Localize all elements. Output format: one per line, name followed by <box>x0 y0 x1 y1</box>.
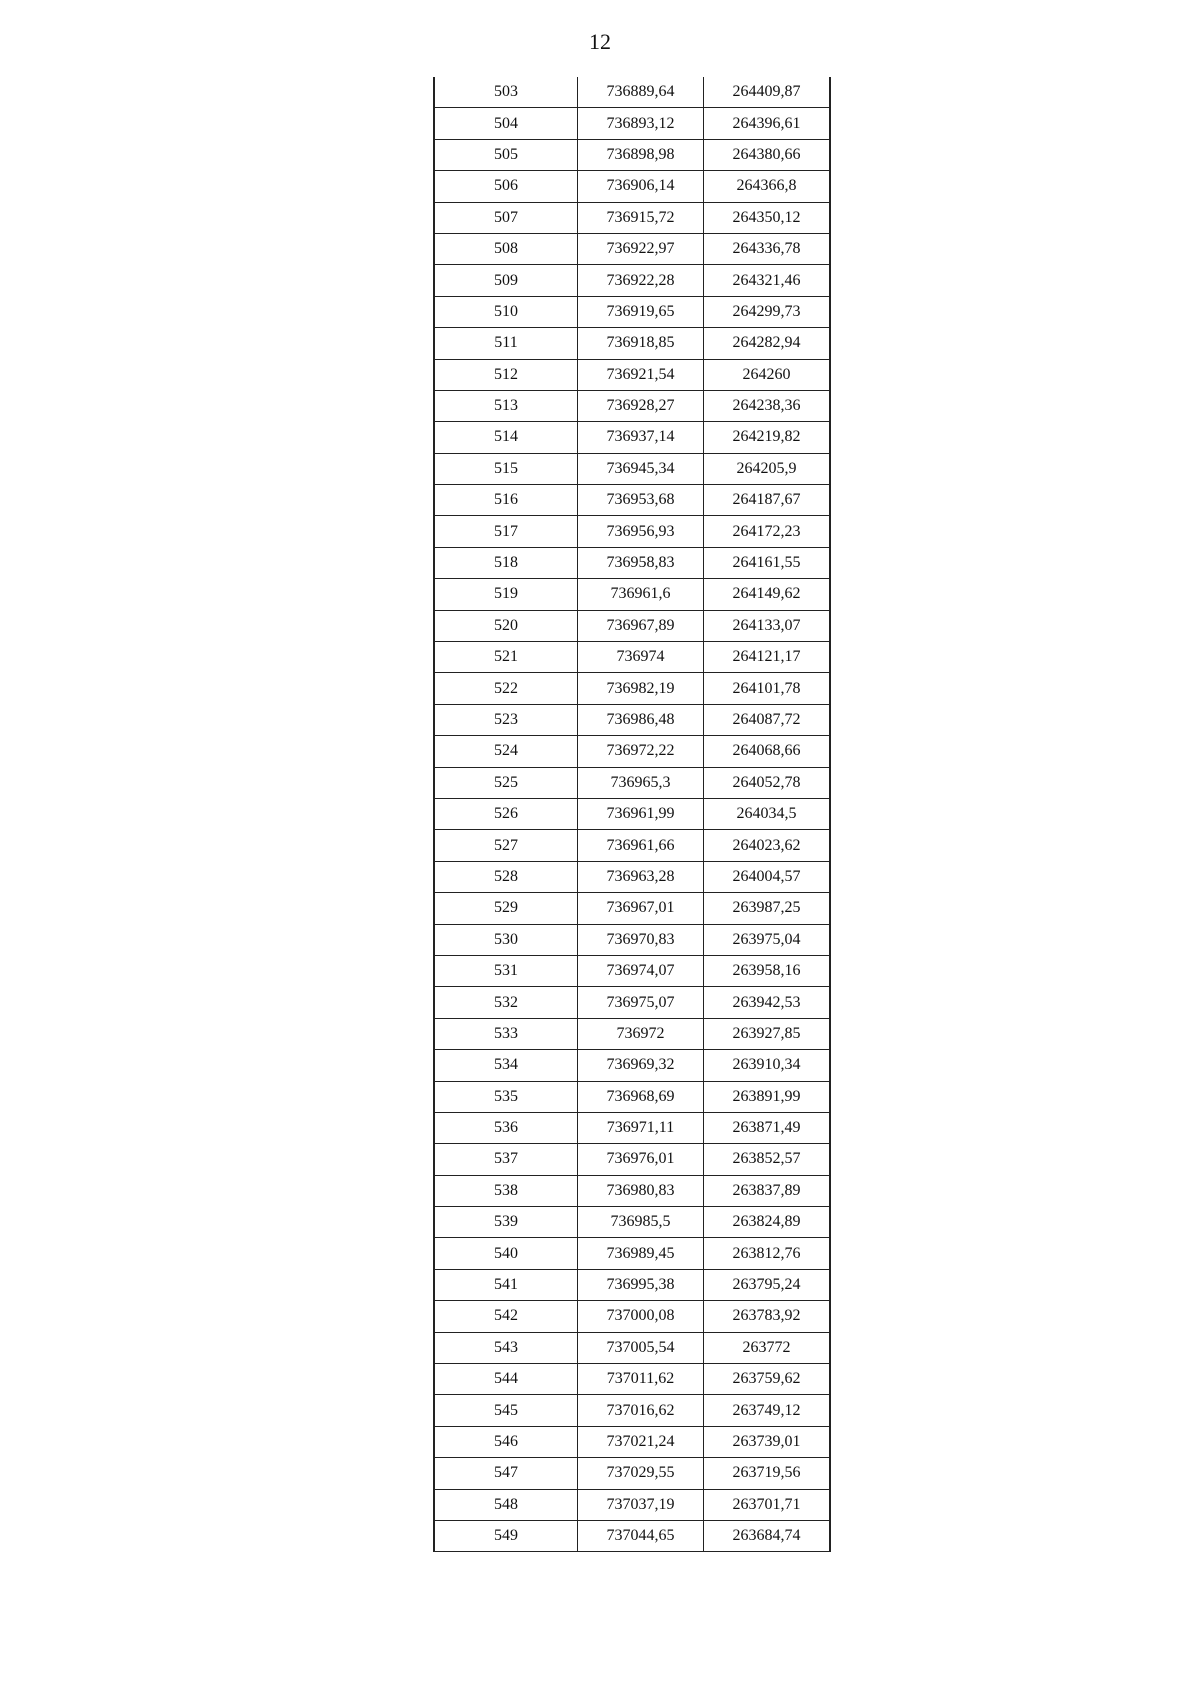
x-coordinate-cell: 736889,64 <box>578 77 704 108</box>
point-number-cell: 548 <box>434 1489 578 1520</box>
point-number-cell: 515 <box>434 453 578 484</box>
x-coordinate-cell: 736961,6 <box>578 579 704 610</box>
table-row <box>434 108 830 139</box>
y-coordinate-cell: 263852,57 <box>704 1144 831 1175</box>
point-number-cell: 535 <box>434 1081 578 1112</box>
point-number-cell: 520 <box>434 610 578 641</box>
y-coordinate-cell: 264380,66 <box>704 139 831 170</box>
y-coordinate-cell: 264187,67 <box>704 485 831 516</box>
y-coordinate-cell: 263891,99 <box>704 1081 831 1112</box>
table-row <box>434 579 830 610</box>
y-coordinate-cell: 264350,12 <box>704 202 831 233</box>
table-row <box>434 1050 830 1081</box>
page-number: 12 <box>589 29 611 54</box>
point-number-cell: 527 <box>434 830 578 861</box>
point-number-cell: 512 <box>434 359 578 390</box>
table-row <box>434 610 830 641</box>
y-coordinate-cell: 263942,53 <box>704 987 831 1018</box>
y-coordinate-cell: 263795,24 <box>704 1269 831 1300</box>
x-coordinate-cell: 736961,99 <box>578 798 704 829</box>
x-coordinate-cell: 736937,14 <box>578 422 704 453</box>
table-row <box>434 202 830 233</box>
table-row <box>434 1489 830 1520</box>
table-row <box>434 1364 830 1395</box>
table-row <box>434 485 830 516</box>
x-coordinate-cell: 736972,22 <box>578 736 704 767</box>
point-number-cell: 544 <box>434 1364 578 1395</box>
x-coordinate-cell: 736915,72 <box>578 202 704 233</box>
y-coordinate-cell: 264121,17 <box>704 642 831 673</box>
y-coordinate-cell: 264161,55 <box>704 547 831 578</box>
y-coordinate-cell: 264087,72 <box>704 704 831 735</box>
y-coordinate-cell: 264260 <box>704 359 831 390</box>
point-number-cell: 518 <box>434 547 578 578</box>
x-coordinate-cell: 737044,65 <box>578 1520 704 1551</box>
y-coordinate-cell: 264149,62 <box>704 579 831 610</box>
y-coordinate-cell: 263749,12 <box>704 1395 831 1426</box>
y-coordinate-cell: 264034,5 <box>704 798 831 829</box>
x-coordinate-cell: 736985,5 <box>578 1207 704 1238</box>
table-row <box>434 736 830 767</box>
point-number-cell: 511 <box>434 328 578 359</box>
y-coordinate-cell: 263759,62 <box>704 1364 831 1395</box>
y-coordinate-cell: 264366,8 <box>704 171 831 202</box>
x-coordinate-cell: 736893,12 <box>578 108 704 139</box>
table-row <box>434 390 830 421</box>
point-number-cell: 510 <box>434 296 578 327</box>
point-number-cell: 505 <box>434 139 578 170</box>
x-coordinate-cell: 737021,24 <box>578 1426 704 1457</box>
x-coordinate-cell: 736953,68 <box>578 485 704 516</box>
point-number-cell: 519 <box>434 579 578 610</box>
point-number-cell: 538 <box>434 1175 578 1206</box>
point-number-cell: 533 <box>434 1018 578 1049</box>
point-number-cell: 534 <box>434 1050 578 1081</box>
x-coordinate-cell: 736986,48 <box>578 704 704 735</box>
x-coordinate-cell: 736965,3 <box>578 767 704 798</box>
x-coordinate-cell: 737016,62 <box>578 1395 704 1426</box>
y-coordinate-cell: 263837,89 <box>704 1175 831 1206</box>
y-coordinate-cell: 264238,36 <box>704 390 831 421</box>
point-number-cell: 543 <box>434 1332 578 1363</box>
x-coordinate-cell: 736975,07 <box>578 987 704 1018</box>
y-coordinate-cell: 263910,34 <box>704 1050 831 1081</box>
point-number-cell: 542 <box>434 1301 578 1332</box>
point-number-cell: 539 <box>434 1207 578 1238</box>
x-coordinate-cell: 736971,11 <box>578 1112 704 1143</box>
table-row <box>434 328 830 359</box>
y-coordinate-cell: 264004,57 <box>704 861 831 892</box>
point-number-cell: 508 <box>434 233 578 264</box>
table-row <box>434 955 830 986</box>
y-coordinate-cell: 264023,62 <box>704 830 831 861</box>
table-row <box>434 139 830 170</box>
point-number-cell: 516 <box>434 485 578 516</box>
table-row <box>434 1395 830 1426</box>
point-number-cell: 523 <box>434 704 578 735</box>
table-row <box>434 1269 830 1300</box>
point-number-cell: 531 <box>434 955 578 986</box>
coordinates-table-body <box>434 77 830 1552</box>
x-coordinate-cell: 736963,28 <box>578 861 704 892</box>
x-coordinate-cell: 737037,19 <box>578 1489 704 1520</box>
x-coordinate-cell: 736989,45 <box>578 1238 704 1269</box>
table-row <box>434 453 830 484</box>
x-coordinate-cell: 736982,19 <box>578 673 704 704</box>
y-coordinate-cell: 264133,07 <box>704 610 831 641</box>
x-coordinate-cell: 736922,28 <box>578 265 704 296</box>
table-row <box>434 516 830 547</box>
table-row <box>434 798 830 829</box>
point-number-cell: 514 <box>434 422 578 453</box>
point-number-cell: 503 <box>434 77 578 108</box>
point-number-cell: 506 <box>434 171 578 202</box>
table-row <box>434 171 830 202</box>
table-row <box>434 767 830 798</box>
table-row <box>434 233 830 264</box>
table-row <box>434 1175 830 1206</box>
x-coordinate-cell: 736898,98 <box>578 139 704 170</box>
point-number-cell: 517 <box>434 516 578 547</box>
point-number-cell: 536 <box>434 1112 578 1143</box>
y-coordinate-cell: 264052,78 <box>704 767 831 798</box>
x-coordinate-cell: 736961,66 <box>578 830 704 861</box>
point-number-cell: 522 <box>434 673 578 704</box>
x-coordinate-cell: 736974 <box>578 642 704 673</box>
table-row <box>434 924 830 955</box>
point-number-cell: 549 <box>434 1520 578 1551</box>
y-coordinate-cell: 264396,61 <box>704 108 831 139</box>
y-coordinate-cell: 263739,01 <box>704 1426 831 1457</box>
y-coordinate-cell: 263927,85 <box>704 1018 831 1049</box>
point-number-cell: 513 <box>434 390 578 421</box>
x-coordinate-cell: 736974,07 <box>578 955 704 986</box>
x-coordinate-cell: 736969,32 <box>578 1050 704 1081</box>
y-coordinate-cell: 263684,74 <box>704 1520 831 1551</box>
table-row <box>434 1081 830 1112</box>
table-row <box>434 642 830 673</box>
point-number-cell: 541 <box>434 1269 578 1300</box>
y-coordinate-cell: 264321,46 <box>704 265 831 296</box>
point-number-cell: 540 <box>434 1238 578 1269</box>
table-row <box>434 265 830 296</box>
table-row <box>434 1018 830 1049</box>
x-coordinate-cell: 736968,69 <box>578 1081 704 1112</box>
point-number-cell: 525 <box>434 767 578 798</box>
point-number-cell: 546 <box>434 1426 578 1457</box>
y-coordinate-cell: 264205,9 <box>704 453 831 484</box>
table-row <box>434 673 830 704</box>
table-row <box>434 861 830 892</box>
point-number-cell: 509 <box>434 265 578 296</box>
y-coordinate-cell: 264282,94 <box>704 328 831 359</box>
table-row <box>434 830 830 861</box>
y-coordinate-cell: 263772 <box>704 1332 831 1363</box>
y-coordinate-cell: 264068,66 <box>704 736 831 767</box>
table-row <box>434 1426 830 1457</box>
x-coordinate-cell: 736922,97 <box>578 233 704 264</box>
y-coordinate-cell: 263871,49 <box>704 1112 831 1143</box>
y-coordinate-cell: 263812,76 <box>704 1238 831 1269</box>
y-coordinate-cell: 264409,87 <box>704 77 831 108</box>
x-coordinate-cell: 737000,08 <box>578 1301 704 1332</box>
y-coordinate-cell: 263783,92 <box>704 1301 831 1332</box>
x-coordinate-cell: 737011,62 <box>578 1364 704 1395</box>
x-coordinate-cell: 736918,85 <box>578 328 704 359</box>
point-number-cell: 526 <box>434 798 578 829</box>
point-number-cell: 547 <box>434 1458 578 1489</box>
point-number-cell: 521 <box>434 642 578 673</box>
y-coordinate-cell: 264299,73 <box>704 296 831 327</box>
x-coordinate-cell: 736972 <box>578 1018 704 1049</box>
table-row <box>434 296 830 327</box>
coordinates-table <box>433 77 831 1552</box>
table-row <box>434 1458 830 1489</box>
table-row <box>434 359 830 390</box>
y-coordinate-cell: 264172,23 <box>704 516 831 547</box>
x-coordinate-cell: 736976,01 <box>578 1144 704 1175</box>
x-coordinate-cell: 736921,54 <box>578 359 704 390</box>
table-row <box>434 704 830 735</box>
y-coordinate-cell: 263719,56 <box>704 1458 831 1489</box>
y-coordinate-cell: 263824,89 <box>704 1207 831 1238</box>
y-coordinate-cell: 264219,82 <box>704 422 831 453</box>
point-number-cell: 504 <box>434 108 578 139</box>
table-row <box>434 422 830 453</box>
table-row <box>434 1520 830 1551</box>
x-coordinate-cell: 737005,54 <box>578 1332 704 1363</box>
table-row <box>434 1238 830 1269</box>
point-number-cell: 532 <box>434 987 578 1018</box>
x-coordinate-cell: 736967,89 <box>578 610 704 641</box>
point-number-cell: 528 <box>434 861 578 892</box>
table-row <box>434 893 830 924</box>
table-row <box>434 547 830 578</box>
point-number-cell: 524 <box>434 736 578 767</box>
x-coordinate-cell: 736945,34 <box>578 453 704 484</box>
point-number-cell: 529 <box>434 893 578 924</box>
table-row <box>434 77 830 108</box>
point-number-cell: 537 <box>434 1144 578 1175</box>
x-coordinate-cell: 736928,27 <box>578 390 704 421</box>
y-coordinate-cell: 264336,78 <box>704 233 831 264</box>
table-row <box>434 1332 830 1363</box>
y-coordinate-cell: 263987,25 <box>704 893 831 924</box>
x-coordinate-cell: 736980,83 <box>578 1175 704 1206</box>
y-coordinate-cell: 264101,78 <box>704 673 831 704</box>
y-coordinate-cell: 263958,16 <box>704 955 831 986</box>
x-coordinate-cell: 736958,83 <box>578 547 704 578</box>
x-coordinate-cell: 736906,14 <box>578 171 704 202</box>
x-coordinate-cell: 736970,83 <box>578 924 704 955</box>
y-coordinate-cell: 263975,04 <box>704 924 831 955</box>
point-number-cell: 530 <box>434 924 578 955</box>
y-coordinate-cell: 263701,71 <box>704 1489 831 1520</box>
table-row <box>434 1301 830 1332</box>
x-coordinate-cell: 736919,65 <box>578 296 704 327</box>
table-row <box>434 1144 830 1175</box>
table-row <box>434 1112 830 1143</box>
x-coordinate-cell: 736995,38 <box>578 1269 704 1300</box>
table-row <box>434 987 830 1018</box>
point-number-cell: 545 <box>434 1395 578 1426</box>
point-number-cell: 507 <box>434 202 578 233</box>
x-coordinate-cell: 737029,55 <box>578 1458 704 1489</box>
x-coordinate-cell: 736967,01 <box>578 893 704 924</box>
table-row <box>434 1207 830 1238</box>
x-coordinate-cell: 736956,93 <box>578 516 704 547</box>
